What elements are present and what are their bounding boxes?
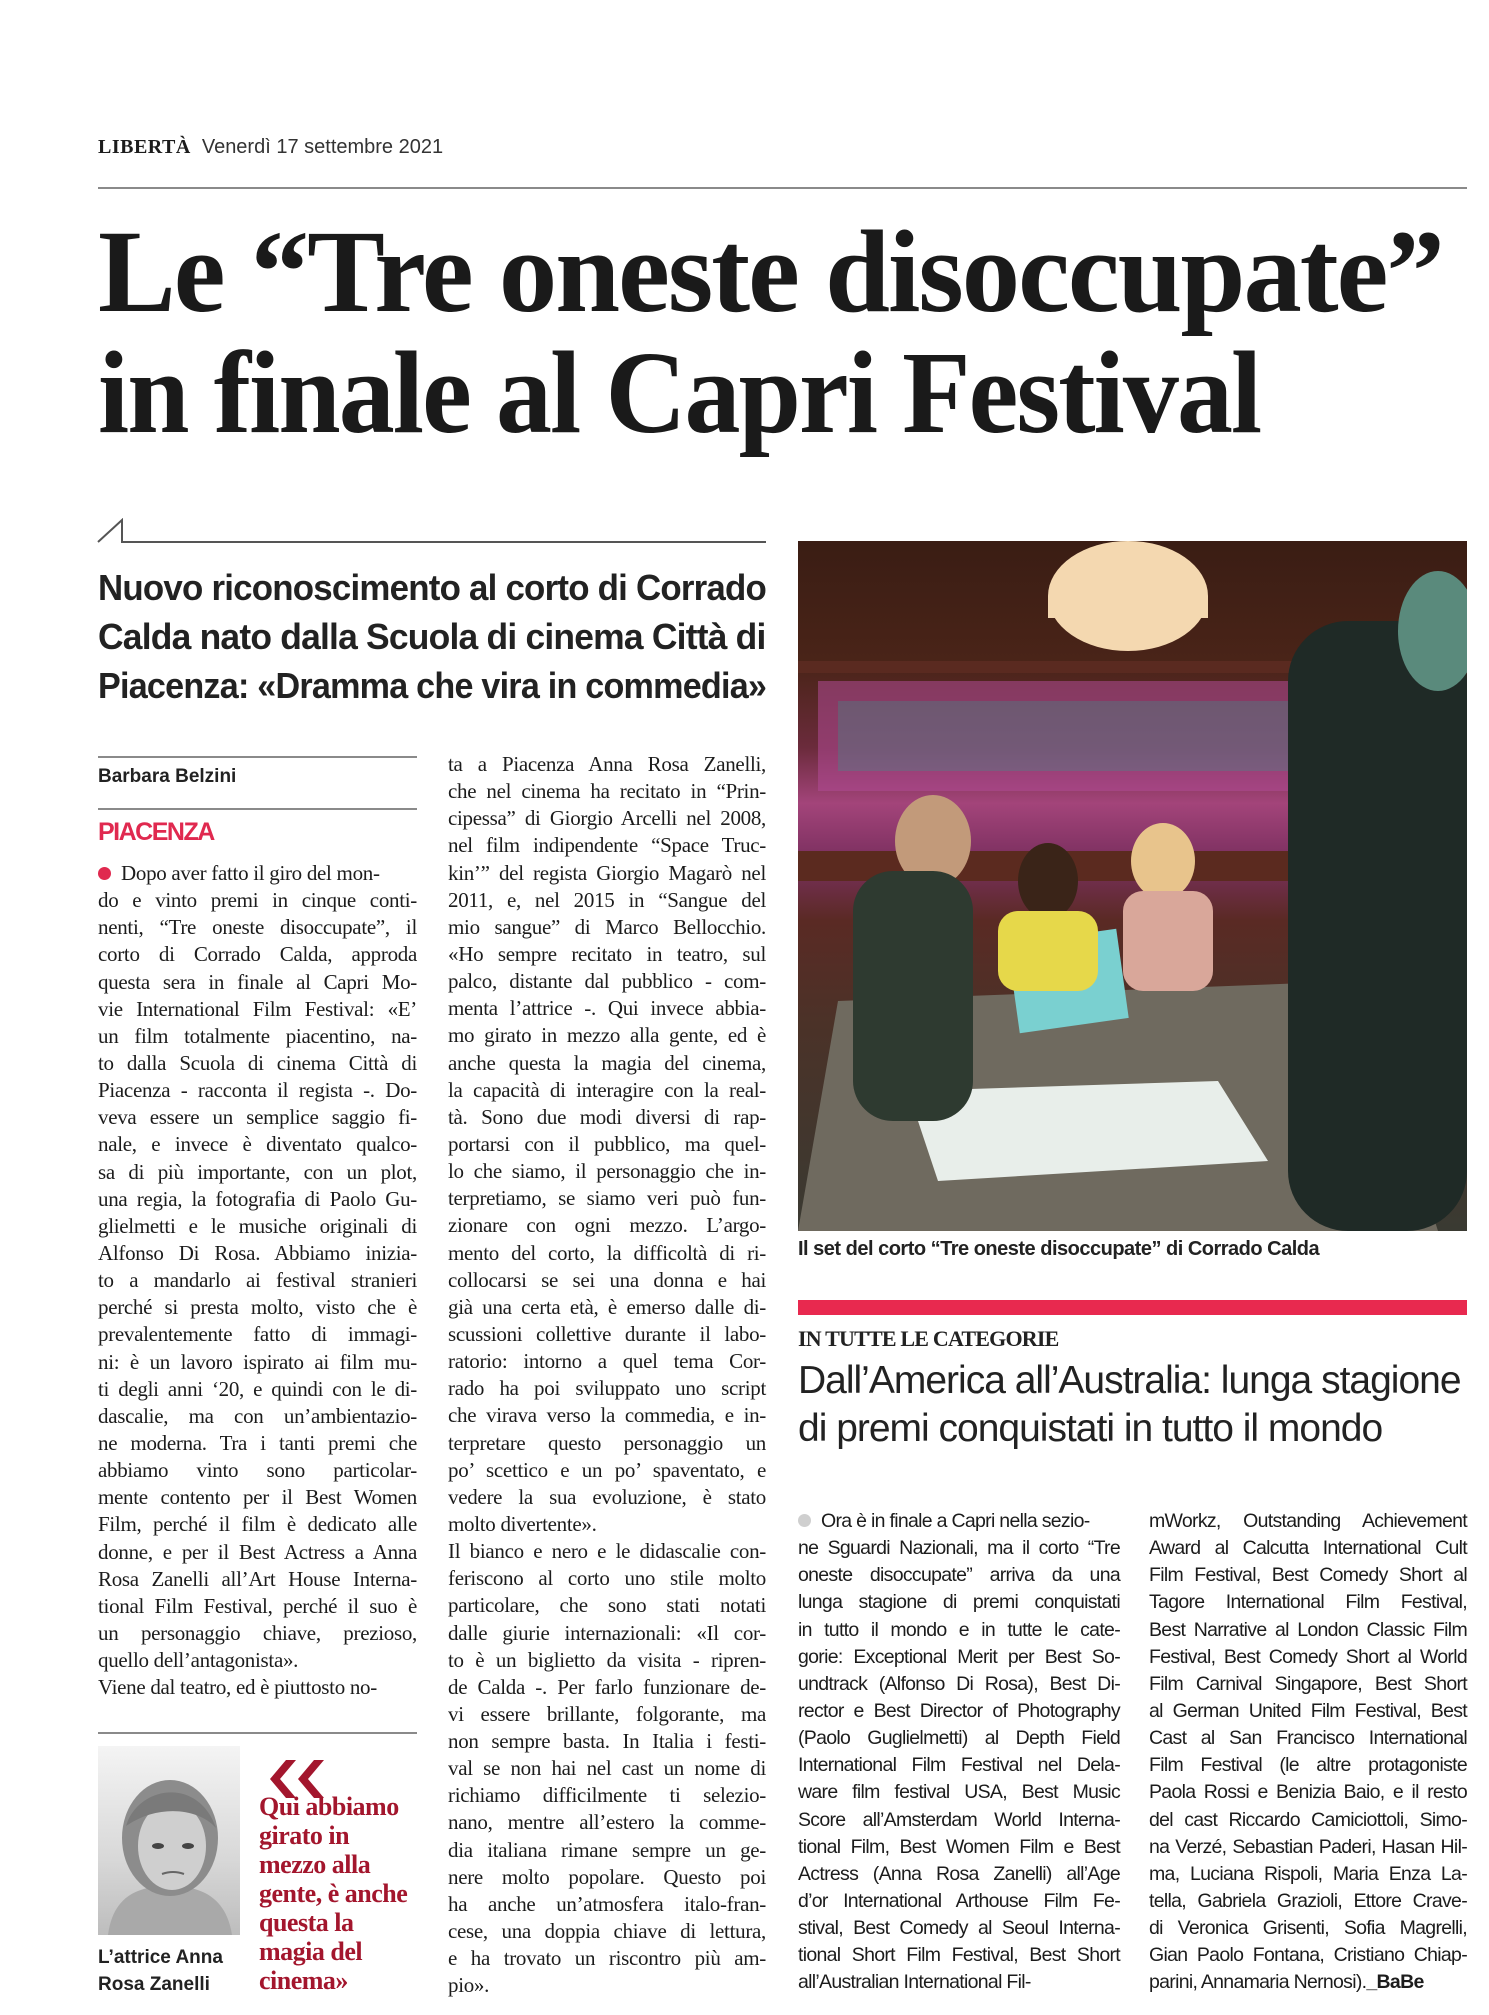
text-line: tional Film, Best Women Film e Best (798, 1835, 1120, 1858)
text-line: to a mandarlo ai festival stranieri (98, 1268, 417, 1293)
text-line: rector e Best Director of Photography (798, 1699, 1120, 1722)
text-line: mWorkz, Outstanding Achievement (1149, 1510, 1467, 1532)
text-line: dalle giurie internazionali: «Il cor- (448, 1620, 766, 1645)
text-line: ti degli anni ‘20, e quindi con le di- (98, 1376, 417, 1401)
text-line: Gian Paolo Fontana, Cristiano Chiap- (1149, 1944, 1467, 1967)
text-line (798, 1508, 1120, 1535)
text-line: gorie: Exceptional Merit per Best So- (798, 1645, 1120, 1668)
pull-quote-line: cinema» (259, 1966, 348, 1995)
sidebar-accent-bar (798, 1300, 1467, 1315)
text-line: nale, e invece è diventato qualco- (98, 1132, 417, 1157)
text-line: terpretare questo personaggio un (448, 1430, 766, 1455)
text-line: Tagore International Film Festival, (1149, 1591, 1467, 1614)
text-line: Score all’Amsterdam World Interna- (798, 1808, 1120, 1831)
text-line: già una certa età, è emerso dalle di- (448, 1294, 766, 1319)
text-line: glielmetti e le musiche originali di (98, 1213, 417, 1238)
portrait-caption (98, 1944, 223, 1998)
subheadline-line: Calda nato dalla Scuola di cinema Città di (98, 616, 766, 657)
portrait-photo (98, 1746, 240, 1935)
pull-quote-line: mezzo alla (259, 1850, 371, 1879)
sidebar-column-1 (798, 1508, 1120, 1997)
text-line: pio». (448, 1973, 490, 1998)
text-line: nenti, “Tre oneste disoccupate”, il (98, 915, 417, 940)
text-line: Paola Rossi e Benizia Baio, e il resto (1149, 1781, 1467, 1804)
text-line: Film Festival (le altre protagoniste (1149, 1754, 1467, 1777)
text-line: un film totalmente piacentino, na- (98, 1023, 417, 1048)
text-line: Alfonso Di Rosa. Abbiamo inizia- (98, 1240, 417, 1265)
text-line-content: parini, Annamaria Nernosi). (1149, 1971, 1367, 1994)
text-line: zionare con ogni mezzo. L’argo- (448, 1213, 766, 1238)
text-line: (Paolo Guglielmetti) al Depth Field (798, 1727, 1120, 1750)
text-line: Best Narrative al London Classic Film (1149, 1618, 1467, 1641)
text-line: tional Film Festival, perché il suo è (98, 1593, 417, 1618)
text-line: nano, mentre all’estero la comme- (448, 1810, 766, 1835)
text-line: nere molto popolare. Questo poi (448, 1864, 766, 1889)
text-line: Film Carnival Singapore, Best Short (1149, 1672, 1467, 1695)
text-line: corto di Corrado Calda, approda (98, 942, 417, 967)
text-line: cipessa” di Giorgio Arcelli nel 2008, (448, 806, 766, 831)
text-line: anche questa la magia del cinema, (448, 1050, 766, 1075)
text-line (98, 860, 417, 887)
text-line: Cast al San Francisco International (1149, 1727, 1467, 1750)
text-line: ratorio: intorno a quel tema Cor- (448, 1349, 766, 1374)
headline-line-1: Le “Tre oneste disoccupate” (98, 206, 1443, 337)
text-line: val se non hai nel cast un nome di (448, 1756, 766, 1781)
text-line: richiamo difficilmente ti selezio- (448, 1783, 766, 1808)
text-line: veva essere un semplice saggio fi- (98, 1105, 417, 1130)
text-line: tà. Sono due modi diversi di rap- (448, 1104, 766, 1129)
text-line: dascalie, ma con un’ambientazio- (98, 1403, 417, 1428)
text-line: particolare, che sono stati notati (448, 1593, 766, 1618)
text-line: feriscono al corto uno stile molto (448, 1566, 766, 1591)
text-line: cese, una doppia chiave di lettura, (448, 1919, 766, 1944)
text-line: e ha trovato un riscontro più am- (448, 1946, 766, 1971)
photo-caption: Il set del corto “Tre oneste disoccupate” di Corrado Calda (798, 1238, 1320, 1260)
pull-quote-line: Qui abbiamo (259, 1792, 399, 1821)
text-line: na Verzé, Sebastian Paderi, Hasan Hil- (1149, 1835, 1467, 1858)
text-line: vi essere brillante, folgorante, ma (448, 1701, 766, 1726)
issue-date: Venerdì 17 settembre 2021 (201, 136, 444, 158)
sidebar-kicker: IN TUTTE LE CATEGORIE (798, 1326, 1059, 1351)
text-line: che nel cinema ha recitato in “Prin- (448, 779, 766, 804)
text-line: d’or International Arthouse Film Fe- (798, 1889, 1120, 1912)
text-line (1149, 1969, 1467, 1996)
pull-quote-line: magia del (259, 1937, 363, 1966)
bullet-icon (98, 867, 111, 880)
subheadline (98, 563, 803, 710)
text-line: undtrack (Alfonso Di Rosa), Best Di- (798, 1672, 1120, 1695)
text-line: lo che siamo, il personaggio che in- (448, 1159, 766, 1184)
text-line-content: Dopo aver fatto il giro del mon- (121, 861, 380, 885)
text-line: in tutto il mondo e in tutte le cate- (798, 1618, 1120, 1641)
byline-rule-bottom (98, 808, 417, 810)
text-line: scussioni collettive durante il labo- (448, 1321, 766, 1346)
text-line: 2011, e, nel 2015 in “Sangue del (448, 887, 766, 912)
text-line: questa sera in finale al Capri Mo- (98, 969, 417, 994)
text-line: molto divertente». (448, 1511, 597, 1536)
text-line: ta a Piacenza Anna Rosa Zanelli, (448, 752, 766, 776)
text-line: mente contento per il Best Women (98, 1485, 417, 1510)
pull-quote-line: gente, è anche (259, 1879, 408, 1908)
headline-line-2: in finale al Capri Festival (98, 327, 1261, 458)
text-line: Il bianco e nero e le didascalie con- (448, 1539, 766, 1564)
text-line: vedere la sua evoluzione, è stato (448, 1484, 766, 1509)
text-line: menta l’attrice -. Qui invece abbia- (448, 996, 766, 1021)
text-line: una regia, la fotografia di Paolo Gu- (98, 1186, 417, 1211)
text-line: to dalla Scuola di cinema Città di (98, 1050, 417, 1075)
text-line: del cast Riccardo Camiciottoli, Simo- (1149, 1808, 1467, 1831)
text-line: de Calda -. Per farlo funzionare de- (448, 1674, 766, 1699)
byline-rule-top (98, 756, 417, 758)
pull-quote (259, 1792, 407, 1995)
text-line: un personaggio chiave, prezioso, (98, 1620, 417, 1645)
text-line: lunga stagione di premi conquistati (798, 1591, 1120, 1614)
newspaper-name: LIBERTÀ (98, 136, 191, 158)
text-line: abbiamo vinto sono particolar- (98, 1458, 417, 1483)
text-line: non sempre basta. In Italia i festi- (448, 1729, 766, 1754)
text-line: portarsi con il pubblico, ma quel- (448, 1131, 766, 1156)
portrait-caption-line: L’attrice Anna (98, 1947, 223, 1968)
text-line: ma, Luciana Rispoli, Maria Enza La- (1149, 1862, 1467, 1885)
text-line: kin’” del regista Giorgio Magarò nel (448, 860, 766, 885)
sidebar-column-2 (1149, 1508, 1467, 1997)
text-line: Festival, Best Comedy Short al World (1149, 1645, 1467, 1668)
text-line: mio sangue” di Marco Bellocchio. (448, 914, 766, 939)
text-line: ni: è un lavoro ispirato ai film mu- (98, 1349, 417, 1374)
byline: Barbara Belzini (98, 766, 237, 787)
text-line: stival, Best Comedy al Seoul Interna- (798, 1917, 1120, 1940)
portrait-caption-line: Rosa Zanelli (98, 1974, 210, 1995)
text-line: Actress (Anna Rosa Zanelli) all’Age (798, 1862, 1120, 1885)
text-line: la capacità di interagire con la real- (448, 1077, 766, 1102)
text-line: mo girato in mezzo alla gente, ed è (448, 1023, 766, 1048)
text-line: nel film indipendente “Space Truc- (448, 833, 766, 858)
text-line: International Film Festival nel Dela- (798, 1754, 1120, 1777)
text-line: terpretiamo, se siamo veri può fun- (448, 1186, 766, 1211)
film-set-photo (798, 541, 1467, 1231)
text-line: al German United Film Festival, Best (1149, 1699, 1467, 1722)
masthead (98, 136, 443, 159)
masthead-rule (98, 187, 1467, 189)
text-line: ne Sguardi Nazionali, ma il corto “Tre (798, 1537, 1120, 1560)
article-column-2 (448, 751, 766, 1999)
article-column-1 (98, 860, 417, 1701)
text-line: di Veronica Grisenti, Sofia Magrelli, (1149, 1917, 1467, 1940)
bullet-icon (798, 1514, 811, 1527)
text-line: perché si presta molto, visto che è (98, 1295, 417, 1320)
text-line: vie International Film Festival: «E’ (98, 996, 417, 1021)
text-line: quello dell’antagonista». (98, 1648, 299, 1673)
subheadline-line: Piacenza: «Dramma che vira in commedia» (98, 665, 767, 706)
text-line: po’ scettico e un po’ spaventato, e (448, 1457, 766, 1482)
text-line: Film Festival, Best Comedy Short al (1149, 1564, 1467, 1587)
text-line: dia italiana rimane sempre un ge- (448, 1837, 766, 1862)
text-line: tella, Gabriela Grazioli, Ettore Crave- (1149, 1889, 1467, 1912)
text-line: Rosa Zanelli all’Art House Interna- (98, 1566, 417, 1591)
text-line: palco, distante dal pubblico - com- (448, 969, 766, 994)
dateline: PIACENZA (98, 818, 214, 846)
text-line: rado ha poi sviluppato uno script (448, 1376, 766, 1401)
pull-quote-line: girato in (259, 1821, 350, 1850)
section-corner-rule (96, 518, 768, 544)
text-line: ne moderna. Tra i tanti premi che (98, 1430, 417, 1455)
text-line: tional Short Film Festival, Best Short (798, 1944, 1120, 1967)
author-signature: _BaBe (1366, 1971, 1424, 1994)
text-line: Viene dal teatro, ed è piuttosto no- (98, 1675, 377, 1700)
subheadline-line: Nuovo riconoscimento al corto di Corrado (98, 567, 767, 608)
text-line: to è un biglietto da visita - ripren- (448, 1647, 766, 1672)
text-line: do e vinto premi in cinque conti- (98, 888, 417, 913)
sidebar-title-line: di premi conquistati in tutto il mondo (798, 1407, 1383, 1450)
text-line: ware film festival USA, Best Music (798, 1781, 1120, 1804)
text-line: Award al Calcutta International Cult (1149, 1537, 1467, 1560)
text-line: prevalentemente fatto di immagi- (98, 1322, 417, 1347)
text-line: «Ho sempre recitato in teatro, sul (448, 941, 766, 966)
pull-quote-line: questa la (259, 1908, 354, 1937)
text-line: donne, e per il Best Actress a Anna (98, 1539, 417, 1564)
text-line: Piacenza - racconta il regista -. Do- (98, 1078, 417, 1103)
text-line: collocarsi se sei una donna e hai (448, 1267, 766, 1292)
text-line-content: Ora è in finale a Capri nella sezio- (821, 1510, 1090, 1532)
film-set-image (798, 541, 1467, 1231)
text-line: all’Australian International Fil- (798, 1971, 1031, 1994)
text-line: che virava verso la commedia, e in- (448, 1403, 766, 1428)
text-line: ha anche un’atmosfera italo-fran- (448, 1891, 766, 1916)
sidebar-title-line: Dall’America all’Australia: lunga stagione (798, 1359, 1461, 1402)
quote-box-rule (98, 1732, 417, 1734)
text-line: Film, perché il film è dedicato alle (98, 1512, 417, 1537)
portrait-image (98, 1746, 240, 1935)
text-line: oneste disoccupate” arriva da una (798, 1564, 1120, 1587)
text-line: mento del corto, la difficoltà di ri- (448, 1240, 766, 1265)
text-line: sa di più importante, con un plot, (98, 1159, 417, 1184)
